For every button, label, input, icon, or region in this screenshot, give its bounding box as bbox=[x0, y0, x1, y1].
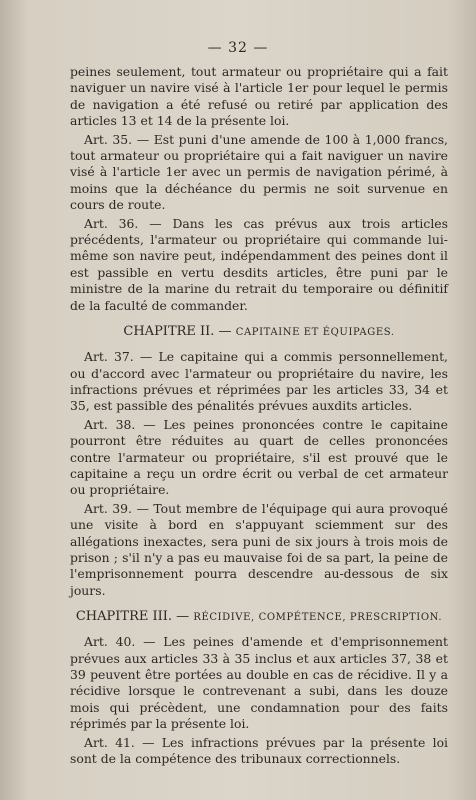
page-body bbox=[70, 64, 448, 769]
chapter-heading bbox=[70, 324, 448, 341]
paragraph: Art. 35. — Est puni d'une amende de 100 à 1,000 francs, tout armateur ou propriétaire qui a fait naviguer un navire visé à l'article 1er avec un permis de navigation périmé, à moins que la déchéance du permis ne soit survenue en cours de route. bbox=[70, 131, 448, 213]
chapter-subtitle: CAPITAINE ET ÉQUIPAGES. bbox=[235, 327, 395, 339]
paragraph: peines seulement, tout armateur ou propriétaire qui a fait naviguer un navire visé à l'article 1er pour lequel le permis de navigation a été refusé ou retiré par application des articles 13 et 14 de la présente loi. bbox=[70, 64, 448, 129]
paragraph: Art. 40. — Les peines d'amende et d'emprisonnement prévues aux articles 33 à 35 inclus et aux articles 37, 38 et 39 peuvent être portées au double en cas de récidive. Il y a récidive lorsque le contrevenant a subi, dans les douze mois qui précèdent, une condamnation pour des faits réprimés par la présente loi. bbox=[70, 634, 448, 732]
chapter-title: CHAPITRE III. — bbox=[75, 609, 190, 625]
paragraph: Art. 38. — Les peines prononcées contre le capitaine pourront être réduites au quart de celles prononcées contre l'armateur ou propriétaire, s'il est prouvé que le capitaine a reçu un ordre écrit ou verbal de cet armateur ou propriétaire. bbox=[70, 416, 448, 498]
paragraph: Art. 36. — Dans les cas prévus aux trois articles précédents, l'armateur ou propriétaire qui commande lui-même son navire peut, indépendamment des peines dont il est passible en vertu desdits articles, être puni par le ministre de la marine du retrait du temporaire ou définitif de la faculté de commander. bbox=[70, 215, 448, 313]
chapter-subtitle: RÉCIDIVE, COMPÉTENCE, PRESCRIPTION. bbox=[193, 612, 443, 624]
chapter-title: CHAPITRE II. — bbox=[123, 324, 232, 340]
paragraph: Art. 37. — Le capitaine qui a commis personnellement, ou d'accord avec l'armateur ou propriétaire du navire, les infractions prévues et réprimées par les articles 33, 34 et 35, est passible des pénalités prévues auxdits articles. bbox=[70, 349, 448, 414]
chapter-heading bbox=[70, 609, 448, 626]
paragraph: Art. 41. — Les infractions prévues par la présente loi sont de la compétence des tribunaux correctionnels. bbox=[70, 734, 448, 767]
page-number: — 32 — bbox=[207, 40, 269, 56]
paragraph: Art. 39. — Tout membre de l'équipage qui aura provoqué une visite à bord en s'appuyant sciemment sur des allégations inexactes, sera puni de six jours à trois mois de prison ; s'il n'y a pas eu mauvaise foi de sa part, la peine de l'emprisonnement pourra descendre au-dessous de six jours. bbox=[70, 500, 448, 598]
